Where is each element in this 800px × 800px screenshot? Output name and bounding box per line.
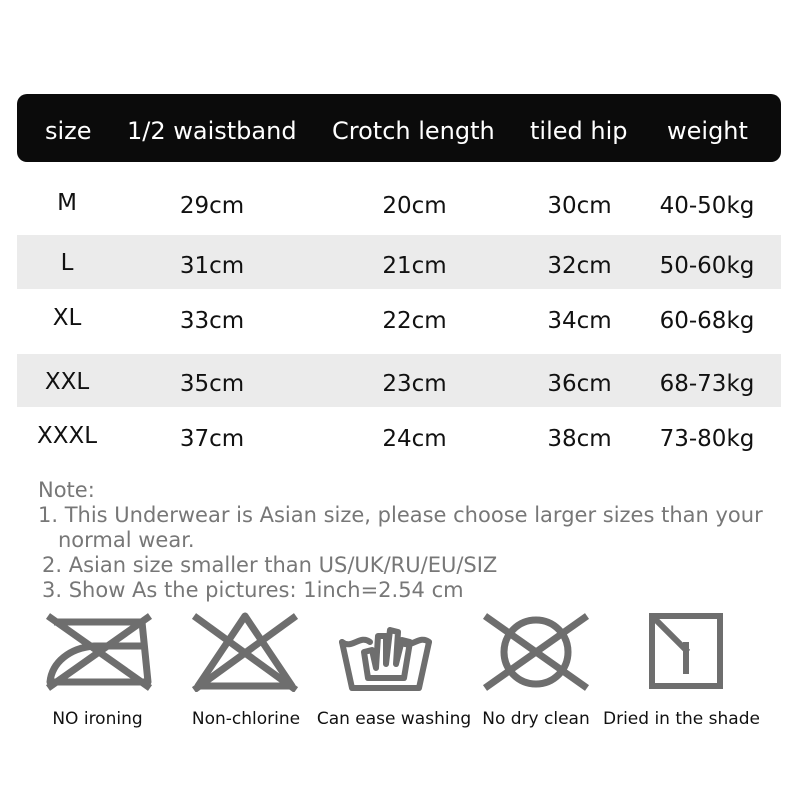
cell-crotch: 21cm [382, 253, 447, 279]
cell-crotch: 24cm [382, 426, 447, 452]
header-tiled-hip: tiled hip [530, 117, 628, 145]
care-label-hand-wash: Can ease washing [316, 709, 472, 729]
no-dry-clean-icon [481, 612, 591, 692]
cell-size: XXL [44, 369, 90, 395]
note-2: 2. Asian size smaller than US/UK/RU/EU/SIZ [42, 553, 498, 577]
hand-wash-icon [338, 612, 433, 692]
cell-waistband: 33cm [179, 308, 245, 334]
cell-hip: 32cm [547, 253, 612, 279]
cell-size: M [57, 190, 77, 216]
no-ironing-icon [42, 612, 157, 692]
cell-weight: 68-73kg [659, 371, 755, 397]
care-label-non-chlorine: Non-chlorine [191, 709, 301, 729]
header-waistband: 1/2 waistband [127, 117, 297, 145]
cell-weight: 40-50kg [659, 193, 755, 219]
non-chlorine-icon [190, 612, 300, 692]
cell-size: XL [52, 305, 82, 331]
table-row [17, 235, 781, 289]
care-label-no-dry-clean: No dry clean [482, 709, 590, 729]
table-row [17, 178, 781, 234]
note-3: 3. Show As the pictures: 1inch=2.54 cm [42, 578, 464, 602]
cell-crotch: 22cm [382, 308, 447, 334]
care-label-no-ironing: NO ironing [52, 709, 143, 729]
table-row [17, 354, 781, 407]
cell-waistband: 35cm [179, 371, 245, 397]
header-size: size [45, 117, 92, 145]
note-1-continued: normal wear. [58, 528, 195, 552]
table-header [17, 94, 781, 162]
cell-size: XXXL [36, 423, 98, 449]
cell-weight: 60-68kg [659, 308, 755, 334]
cell-weight: 50-60kg [659, 253, 755, 279]
cell-waistband: 37cm [179, 426, 245, 452]
cell-waistband: 29cm [179, 193, 245, 219]
header-weight: weight [667, 117, 748, 145]
cell-hip: 30cm [547, 193, 612, 219]
cell-hip: 36cm [547, 371, 612, 397]
note-1: 1. This Underwear is Asian size, please choose larger sizes than your [38, 503, 763, 527]
table-row [17, 408, 781, 468]
table-row [17, 290, 781, 352]
care-label-dry-in-shade: Dried in the shade [603, 709, 760, 729]
cell-hip: 34cm [547, 308, 612, 334]
cell-size: L [60, 250, 74, 276]
dry-in-shade-icon [648, 612, 724, 690]
cell-crotch: 23cm [382, 371, 447, 397]
cell-crotch: 20cm [382, 193, 447, 219]
cell-hip: 38cm [547, 426, 612, 452]
cell-weight: 73-80kg [659, 426, 755, 452]
cell-waistband: 31cm [179, 253, 245, 279]
notes [38, 478, 793, 603]
notes-title: Note: [38, 478, 95, 502]
header-crotch-length: Crotch length [332, 117, 495, 145]
